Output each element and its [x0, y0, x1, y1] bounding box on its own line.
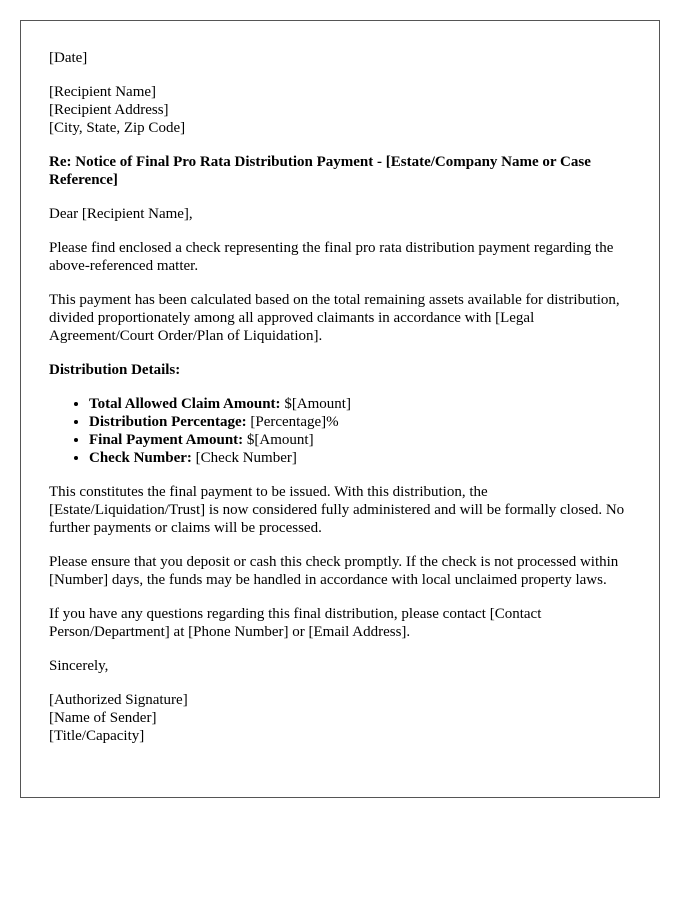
letter-document — [20, 20, 660, 798]
recipient-address: [Recipient Address] — [49, 102, 169, 118]
detail-value: [Percentage]% — [246, 414, 339, 430]
distribution-details-heading: Distribution Details: — [49, 362, 181, 378]
paragraph-calculation: This payment has been calculated based on the total remaining assets available for distribution, divided proportionately among all approved claimants in accordance with [Legal Agreement/Court Order/Plan of Liquidation]. — [49, 292, 620, 344]
closing: Sincerely, — [49, 658, 109, 674]
sender-title: [Title/Capacity] — [49, 728, 145, 744]
subject-line: Re: Notice of Final Pro Rata Distribution Payment - [Estate/Company Name or Case Reference] — [49, 154, 591, 188]
letter-date: [Date] — [49, 50, 88, 66]
detail-value: $[Amount] — [243, 432, 314, 448]
authorized-signature: [Authorized Signature] — [49, 692, 188, 708]
detail-final-payment-amount — [89, 431, 631, 449]
detail-label: Check Number: — [89, 450, 192, 466]
signature-block — [49, 691, 631, 745]
detail-check-number — [89, 449, 631, 467]
recipient-name: [Recipient Name] — [49, 84, 157, 100]
detail-total-allowed-claim — [89, 395, 631, 413]
detail-label: Distribution Percentage: — [89, 414, 247, 430]
detail-distribution-percentage — [89, 413, 631, 431]
paragraph-deposit-instructions: Please ensure that you deposit or cash this check promptly. If the check is not processed within [Number] days, the funds may be handled in accordance with local unclaimed property laws. — [49, 554, 619, 588]
detail-label: Final Payment Amount: — [89, 432, 244, 448]
paragraph-final-payment: This constitutes the final payment to be issued. With this distribution, the [Estate/Liquidation/Trust] is now considered fully administered and will be formally closed. No further payments or claims will be processed. — [49, 484, 625, 536]
detail-value: [Check Number] — [191, 450, 297, 466]
recipient-city-state-zip: [City, State, Zip Code] — [49, 120, 186, 136]
salutation: Dear [Recipient Name], — [49, 206, 193, 222]
paragraph-contact: If you have any questions regarding this final distribution, please contact [Contact Person/Department] at [Phone Number] or [Email Address]. — [49, 606, 542, 640]
paragraph-enclosed-check: Please find enclosed a check representing the final pro rata distribution payment regarding the above-referenced matter. — [49, 240, 614, 274]
detail-value: $[Amount] — [280, 396, 351, 412]
sender-name: [Name of Sender] — [49, 710, 157, 726]
recipient-address-block — [49, 83, 631, 137]
distribution-details-list — [49, 395, 631, 467]
detail-label: Total Allowed Claim Amount: — [89, 396, 281, 412]
